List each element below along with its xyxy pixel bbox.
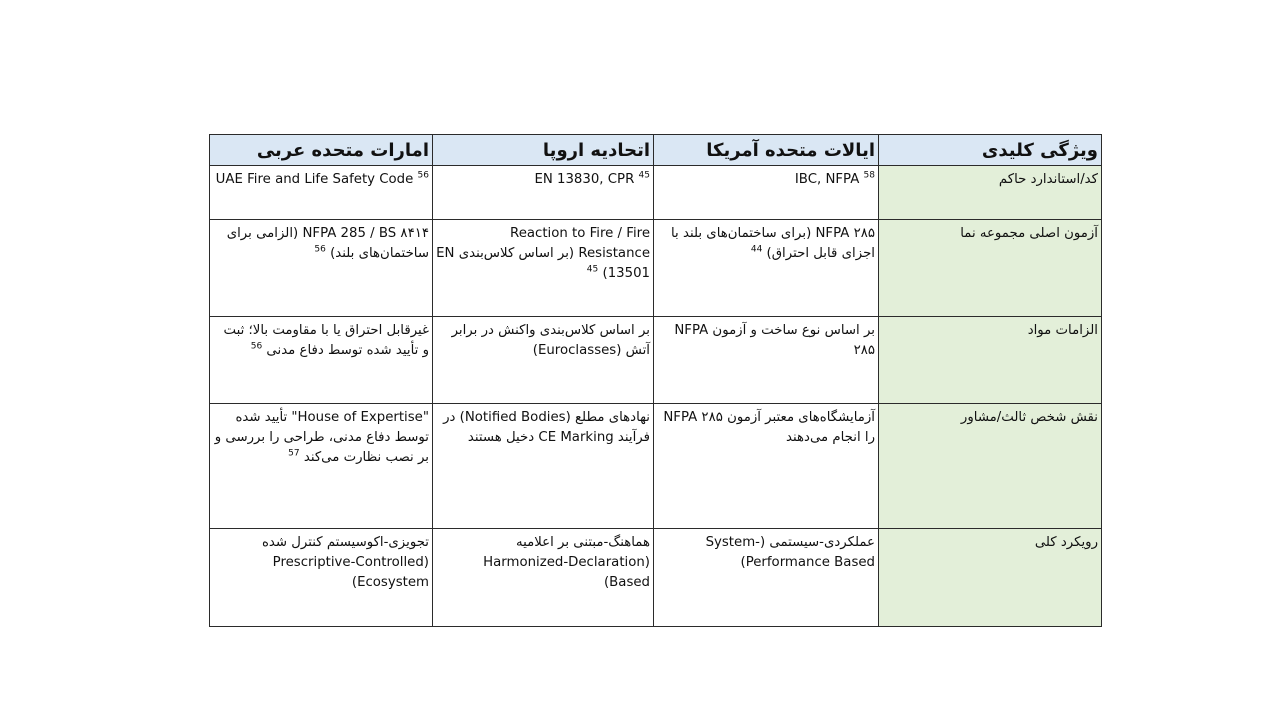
us-text: NFPA ۲۸۵ (برای ساختمان‌های بلند با اجزای قابل احتراق)	[671, 226, 875, 262]
table-row	[210, 220, 1102, 317]
feature-text: آزمون اصلی مجموعه نما	[960, 226, 1098, 242]
ref-number: 56	[250, 341, 263, 352]
us-cell	[654, 403, 879, 528]
eu-cell	[433, 403, 654, 528]
uae-cell	[210, 528, 433, 626]
uae-cell	[210, 220, 433, 317]
uae-text: NFPA 285 / BS ۸۴۱۴ (الزامی برای ساختمان‌های بلند)	[226, 226, 429, 262]
header-uae: امارات متحده عربی	[210, 135, 433, 166]
us-cell	[654, 528, 879, 626]
feature-cell	[879, 528, 1102, 626]
comparison-table	[209, 134, 1102, 627]
uae-text: UAE Fire and Life Safety Code	[215, 172, 414, 188]
table-row	[210, 166, 1102, 220]
uae-cell	[210, 166, 433, 220]
feature-cell	[879, 166, 1102, 220]
us-cell	[654, 220, 879, 317]
feature-cell	[879, 317, 1102, 403]
uae-text: تجویزی-اکوسیستم کنترل شده (Prescriptive-Controlled Ecosystem)	[261, 534, 429, 590]
ref-number: 57	[288, 448, 300, 459]
table-row	[210, 317, 1102, 403]
feature-text: کد/استاندارد حاکم	[998, 172, 1098, 188]
eu-cell	[433, 317, 654, 403]
ref-number: 44	[750, 244, 763, 255]
header-us: ایالات متحده آمریکا	[654, 135, 879, 166]
eu-cell	[433, 528, 654, 626]
eu-text: Reaction to Fire / Fire Resistance (بر اساس کلاس‌بندی EN 13501)	[436, 226, 650, 282]
table-header-row	[210, 135, 1102, 166]
feature-text: نقش شخص ثالث/مشاور	[960, 409, 1098, 425]
us-cell	[654, 166, 879, 220]
header-feature: ویژگی کلیدی	[879, 135, 1102, 166]
feature-cell	[879, 220, 1102, 317]
ref-number: 56	[417, 170, 429, 181]
ref-number: 56	[314, 244, 326, 255]
table-row	[210, 403, 1102, 528]
eu-text: هماهنگ-مبتنی بر اعلامیه (Harmonized-Declaration Based)	[483, 534, 650, 590]
eu-text: بر اساس کلاس‌بندی واکنش در برابر آتش (Euroclasses)	[451, 323, 650, 359]
ref-number: 58	[863, 170, 875, 181]
eu-text: نهادهای مطلع (Notified Bodies) در فرآیند CE Marking دخیل هستند	[443, 409, 650, 445]
feature-cell	[879, 403, 1102, 528]
us-text: IBC, NFPA	[794, 172, 860, 188]
ref-number: 45	[638, 170, 650, 181]
eu-cell	[433, 220, 654, 317]
ref-number: 45	[586, 264, 599, 275]
feature-text: الزامات مواد	[1027, 323, 1098, 339]
us-text: آزمایشگاه‌های معتبر آزمون NFPA ۲۸۵ را انجام می‌دهند	[663, 409, 875, 445]
eu-cell	[433, 166, 654, 220]
header-eu: اتحادیه اروپا	[433, 135, 654, 166]
eu-text: EN 13830, CPR	[534, 172, 635, 188]
feature-text: رویکرد کلی	[1034, 534, 1098, 550]
uae-text: "House of Expertise" تأیید شده توسط دفاع مدنی، طراحی را بررسی و بر نصب نظارت می‌کند	[214, 409, 429, 465]
uae-cell	[210, 403, 433, 528]
uae-cell	[210, 317, 433, 403]
us-cell	[654, 317, 879, 403]
us-text: بر اساس نوع ساخت و آزمون NFPA ۲۸۵	[674, 323, 875, 359]
uae-text: غیرقابل احتراق یا با مقاومت بالا؛ ثبت و تأیید شده توسط دفاع مدنی	[223, 323, 429, 359]
us-text: عملکردی-سیستمی (System-Performance Based)	[705, 534, 875, 570]
table-row	[210, 528, 1102, 626]
